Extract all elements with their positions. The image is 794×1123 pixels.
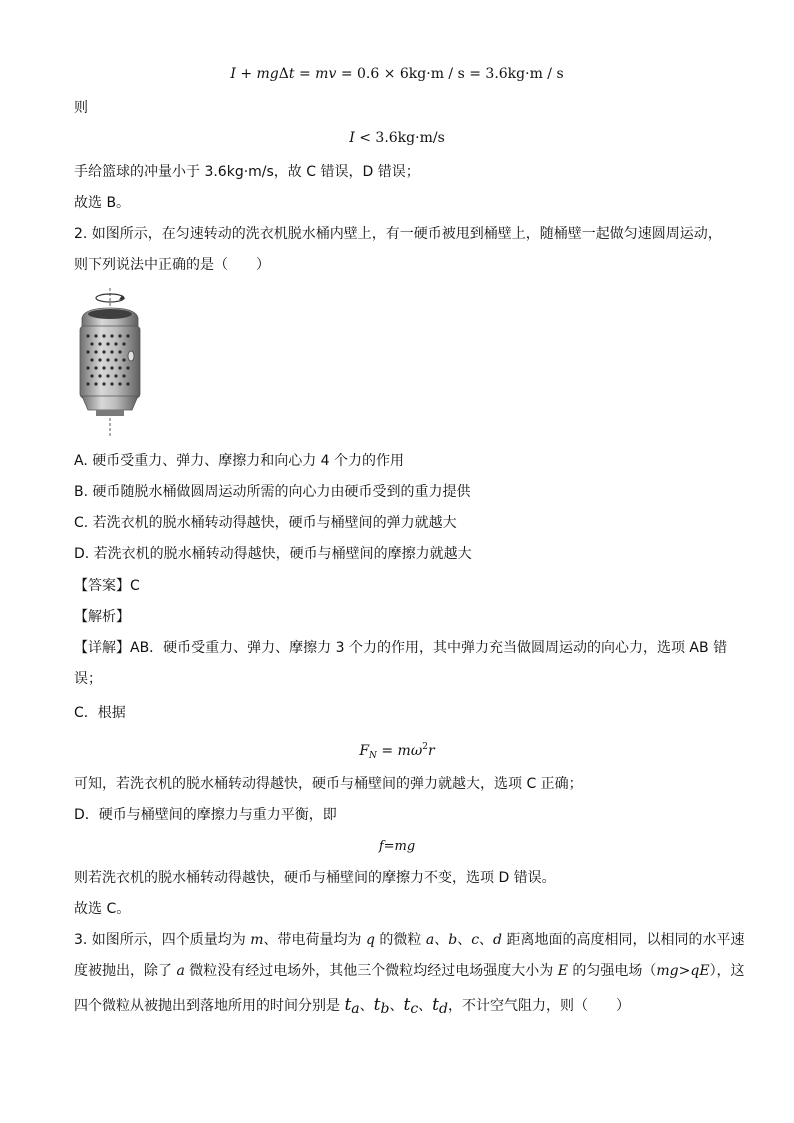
- q3-stem-line1: 3. 如图所示，四个质量均为 m、带电荷量均为 q 的微粒 a、b、c、d 距离地面的高度相同，以相同的水平速: [74, 932, 745, 948]
- q3-stem-line2: 度被抛出，除了 a 微粒没有经过电场外，其他三个微粒均经过电场强度大小为 E 的匀强电场（mg>qE），这: [74, 963, 745, 979]
- text-conclusion: 手给篮球的冲量小于 3.6kg·m/s，故 C 错误，D 错误；: [74, 164, 420, 180]
- q2-detail-after-eq3: 可知，若洗衣机的脱水桶转动得越快，硬币与桶壁间的弹力就越大，选项 C 正确；: [74, 776, 583, 792]
- text-ze: 则: [74, 100, 88, 116]
- equation-friction: f=mg: [378, 839, 416, 854]
- q2-option-b: B. 硬币随脱水桶做圆周运动所需的向心力由硬币受到的重力提供: [74, 484, 471, 500]
- q2-option-c: C. 若洗衣机的脱水桶转动得越快，硬币与桶壁间的弹力就越大: [74, 515, 457, 531]
- q2-detail-d: D．硬币与桶壁间的摩擦力与重力平衡，即: [74, 807, 337, 823]
- equation-impulse: I + mgΔt = mv = 0.6 × 6kg·m / s = 3.6kg·m / s: [230, 66, 564, 82]
- text-choose-b: 故选 B。: [74, 195, 131, 211]
- q2-answer: [74, 576, 140, 596]
- q3-stem-line3: 四个微粒从被抛出到落地所用的时间分别是 $t_a$、$t_b$、$t_c$、$t_d$，不计空气阻力，则（ ）: [74, 995, 630, 1017]
- q2-stem-line2: 则下列说法中正确的是（ ）: [74, 257, 270, 273]
- answer-tag: 【答案】: [74, 578, 130, 594]
- q2-stem-line1: 2. 如图所示，在匀速转动的洗衣机脱水桶内壁上，有一硬币被甩到桶壁上，随桶壁一起做匀速圆周运动，: [74, 226, 722, 242]
- q2-option-a: A. 硬币受重力、弹力、摩擦力和向心力 4 个力的作用: [74, 453, 405, 469]
- q2-analysis-tag: 【解析】: [74, 609, 130, 625]
- q2-detail-line2: 误；: [74, 671, 102, 687]
- q2-detail-line1: 【详解】AB．硬币受重力、弹力、摩擦力 3 个力的作用，其中弹力充当做圆周运动的向心力，选项 AB 错: [74, 640, 728, 656]
- q2-choose: 故选 C。: [74, 901, 131, 917]
- spin-drum-figure: [74, 288, 150, 438]
- q2-option-d: D. 若洗衣机的脱水桶转动得越快，硬币与桶壁间的摩擦力就越大: [74, 546, 472, 562]
- equation-inequality: I < 3.6kg·m/s: [349, 130, 445, 146]
- q2-detail-after-eq4: 则若洗衣机的脱水桶转动得越快，硬币与桶壁间的摩擦力不变，选项 D 错误。: [74, 870, 556, 886]
- q2-detail-c: C．根据: [74, 705, 126, 721]
- answer-value: C: [130, 578, 140, 594]
- equation-normal-force: $F_N = m\omega^2r$: [359, 742, 435, 761]
- coin-icon: [128, 351, 134, 361]
